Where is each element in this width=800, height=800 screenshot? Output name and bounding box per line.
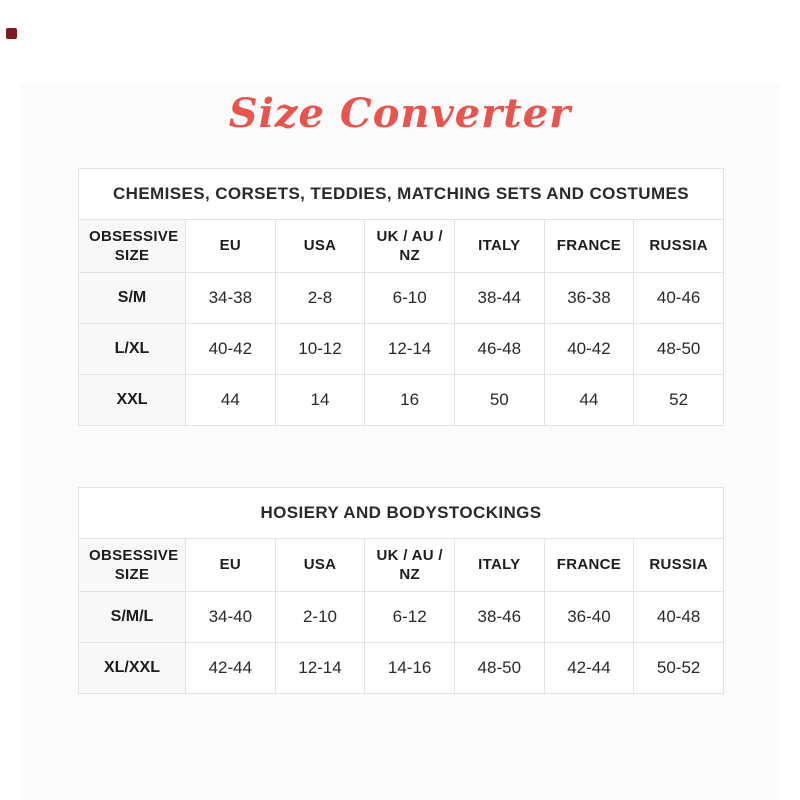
size-cell: 36-38 [544, 273, 634, 324]
page-title: Size Converter [228, 90, 572, 137]
size-cell: 38-44 [454, 273, 544, 324]
row-label: XXL [79, 375, 186, 426]
row-label: S/M/L [79, 592, 186, 643]
size-cell: 6-12 [365, 592, 455, 643]
header-cell-france: FRANCE [544, 220, 634, 273]
size-cell: 46-48 [454, 324, 544, 375]
header-cell-italy: ITALY [454, 220, 544, 273]
size-cell: 50-52 [634, 643, 724, 694]
header-cell-usa: USA [275, 220, 365, 273]
size-cell: 2-8 [275, 273, 365, 324]
header-cell-uk-au-nz: UK / AU / NZ [365, 539, 455, 592]
corner-accent-square [6, 28, 17, 39]
size-cell: 52 [634, 375, 724, 426]
header-cell-usa: USA [275, 539, 365, 592]
header-cell-uk-au-nz: UK / AU / NZ [365, 220, 455, 273]
caption-row [79, 169, 724, 220]
size-cell: 44 [544, 375, 634, 426]
row-label: XL/XXL [79, 643, 186, 694]
size-table-chemises [78, 168, 724, 426]
header-cell-russia: RUSSIA [634, 539, 724, 592]
size-cell: 2-10 [275, 592, 365, 643]
size-cell: 40-42 [186, 324, 276, 375]
caption-row [79, 488, 724, 539]
size-cell: 6-10 [365, 273, 455, 324]
size-cell: 12-14 [275, 643, 365, 694]
size-cell: 40-46 [634, 273, 724, 324]
header-cell-italy: ITALY [454, 539, 544, 592]
table-caption: CHEMISES, CORSETS, TEDDIES, MATCHING SETS AND COSTUMES [79, 169, 724, 220]
size-cell: 34-38 [186, 273, 276, 324]
table-row [79, 592, 724, 643]
size-cell: 36-40 [544, 592, 634, 643]
row-label: L/XL [79, 324, 186, 375]
size-cell: 38-46 [454, 592, 544, 643]
header-row [79, 539, 724, 592]
size-cell: 42-44 [186, 643, 276, 694]
table-row [79, 324, 724, 375]
header-row [79, 220, 724, 273]
header-cell-eu: EU [186, 220, 276, 273]
size-cell: 48-50 [454, 643, 544, 694]
size-cell: 14 [275, 375, 365, 426]
size-cell: 34-40 [186, 592, 276, 643]
table-caption: HOSIERY AND BODYSTOCKINGS [79, 488, 724, 539]
size-cell: 42-44 [544, 643, 634, 694]
row-label: S/M [79, 273, 186, 324]
table-row [79, 273, 724, 324]
size-cell: 10-12 [275, 324, 365, 375]
size-cell: 48-50 [634, 324, 724, 375]
header-cell-obsessive-size: OBSESSIVE SIZE [79, 220, 186, 273]
header-cell-france: FRANCE [544, 539, 634, 592]
size-cell: 16 [365, 375, 455, 426]
size-table-hosiery [78, 487, 724, 694]
header-cell-obsessive-size: OBSESSIVE SIZE [79, 539, 186, 592]
size-cell: 12-14 [365, 324, 455, 375]
table-row [79, 375, 724, 426]
table-row [79, 643, 724, 694]
size-cell: 14-16 [365, 643, 455, 694]
size-cell: 40-42 [544, 324, 634, 375]
size-cell: 50 [454, 375, 544, 426]
header-cell-eu: EU [186, 539, 276, 592]
size-cell: 40-48 [634, 592, 724, 643]
size-cell: 44 [186, 375, 276, 426]
header-cell-russia: RUSSIA [634, 220, 724, 273]
